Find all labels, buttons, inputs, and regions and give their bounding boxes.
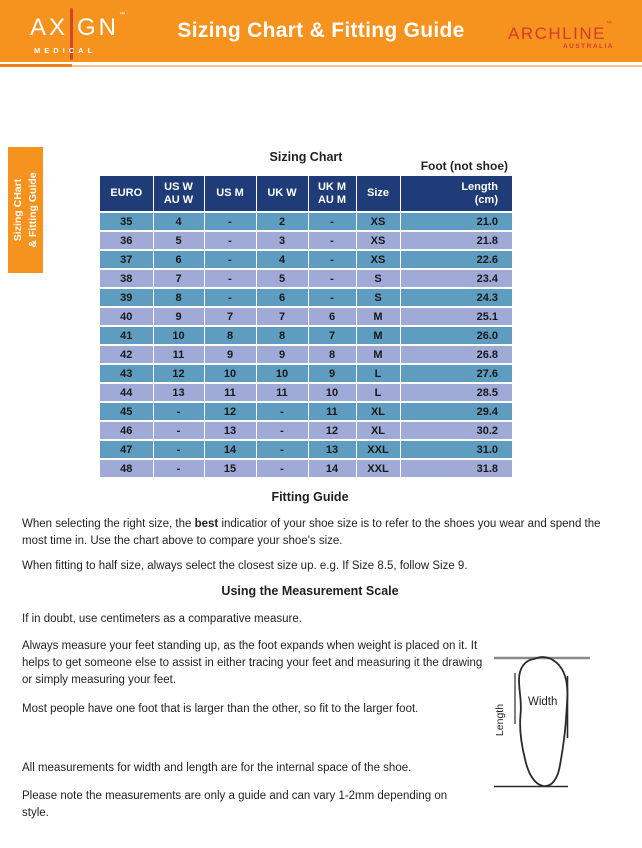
table-cell: - xyxy=(308,250,356,269)
archline-australia-label: AUSTRALIA xyxy=(562,43,614,50)
table-cell: 4 xyxy=(256,250,308,269)
table-cell: 31.0 xyxy=(400,440,512,459)
table-cell: 24.3 xyxy=(400,288,512,307)
table-row xyxy=(100,326,512,345)
table-cell: 8 xyxy=(256,326,308,345)
table-cell: 6 xyxy=(308,307,356,326)
table-cell: M xyxy=(356,326,400,345)
foot-not-shoe-label: Foot (not shoe) xyxy=(420,159,508,173)
table-cell: - xyxy=(256,421,308,440)
table-cell: 45 xyxy=(100,402,153,421)
table-cell: 9 xyxy=(204,345,256,364)
table-cell: 10 xyxy=(204,364,256,383)
table-cell: - xyxy=(204,288,256,307)
table-cell: 37 xyxy=(100,250,153,269)
table-cell: S xyxy=(356,288,400,307)
axign-wordmark: AX GN™ xyxy=(30,12,129,41)
table-cell: 8 xyxy=(204,326,256,345)
table-row xyxy=(100,440,512,459)
table-cell: 8 xyxy=(153,288,204,307)
table-cell: 14 xyxy=(204,440,256,459)
table-cell: - xyxy=(153,421,204,440)
table-row xyxy=(100,364,512,383)
table-cell: XL xyxy=(356,402,400,421)
table-cell: 13 xyxy=(204,421,256,440)
table-row xyxy=(100,269,512,288)
table-cell: 14 xyxy=(308,459,356,478)
table-cell: 46 xyxy=(100,421,153,440)
table-cell: - xyxy=(308,288,356,307)
table-cell: 13 xyxy=(308,440,356,459)
side-tab-line1: Sizing CHart xyxy=(12,178,24,242)
table-cell: 36 xyxy=(100,231,153,250)
table-cell: 9 xyxy=(256,345,308,364)
table-cell: 11 xyxy=(308,402,356,421)
table-cell: - xyxy=(256,402,308,421)
side-tab-line2: & Fitting Guide xyxy=(27,172,39,248)
fitting-guide-paragraph-2: When fitting to half size, always select the closest size up. e.g. If Size 8.5, follow Size 9. xyxy=(22,560,468,572)
table-header-row xyxy=(100,176,512,212)
table-cell: 26.8 xyxy=(400,345,512,364)
table-cell: 12 xyxy=(153,364,204,383)
table-cell: 25.1 xyxy=(400,307,512,326)
table-cell: 41 xyxy=(100,326,153,345)
table-cell: 42 xyxy=(100,345,153,364)
table-cell: 7 xyxy=(256,307,308,326)
table-row xyxy=(100,288,512,307)
measurement-paragraph-2: Always measure your feet standing up, as the foot expands when weight is placed on it. It helps to get someone else to assist in either tracing your feet and measuring it the drawing or simply measuring your feet. xyxy=(22,640,483,686)
archline-logo xyxy=(508,21,628,50)
table-cell: 38 xyxy=(100,269,153,288)
table-cell: - xyxy=(153,459,204,478)
side-tab-sizing-chart xyxy=(8,147,43,273)
table-row xyxy=(100,345,512,364)
fitting-guide-paragraph-1: When selecting the right size, the best indicatior of your shoe size is to refer to the shoes you wear and spend the most time in. Use the chart above to compare your shoe's size. xyxy=(22,518,601,547)
table-cell: 22.6 xyxy=(400,250,512,269)
side-tab-label xyxy=(8,147,43,273)
table-cell: S xyxy=(356,269,400,288)
sizing-table-head xyxy=(100,176,512,212)
trademark-symbol: ™ xyxy=(605,21,612,27)
measurement-paragraph-5: Please note the measurements are only a guide and can vary 1-2mm depending on style. xyxy=(22,790,448,819)
table-cell: 10 xyxy=(256,364,308,383)
table-cell: 12 xyxy=(204,402,256,421)
table-header-cell: Length (cm) xyxy=(400,176,512,212)
table-cell: - xyxy=(204,269,256,288)
table-cell: 47 xyxy=(100,440,153,459)
sizing-chart-title: Sizing Chart xyxy=(269,150,343,164)
best-emphasis: best xyxy=(194,518,219,530)
table-header-cell: EURO xyxy=(100,176,153,212)
table-header-cell: US M xyxy=(204,176,256,212)
table-cell: 48 xyxy=(100,459,153,478)
table-cell: 7 xyxy=(204,307,256,326)
measurement-paragraph-4: All measurements for width and length are for the internal space of the shoe. xyxy=(22,762,412,774)
table-cell: 6 xyxy=(256,288,308,307)
table-cell: 15 xyxy=(204,459,256,478)
foot-measurement-diagram xyxy=(490,643,642,798)
table-row xyxy=(100,231,512,250)
table-cell: 12 xyxy=(308,421,356,440)
table-cell: 7 xyxy=(153,269,204,288)
table-cell: 11 xyxy=(153,345,204,364)
sizing-table xyxy=(100,176,512,479)
table-cell: L xyxy=(356,364,400,383)
table-cell: 28.5 xyxy=(400,383,512,402)
table-row xyxy=(100,307,512,326)
table-cell: 10 xyxy=(153,326,204,345)
table-cell: XL xyxy=(356,421,400,440)
table-cell: M xyxy=(356,307,400,326)
sizing-table-body xyxy=(100,212,512,478)
table-cell: 29.4 xyxy=(400,402,512,421)
table-cell: - xyxy=(204,250,256,269)
table-cell: XS xyxy=(356,231,400,250)
table-cell: 30.2 xyxy=(400,421,512,440)
table-row xyxy=(100,402,512,421)
table-cell: 10 xyxy=(308,383,356,402)
header-divider-dark xyxy=(0,64,72,67)
table-cell: - xyxy=(308,231,356,250)
table-cell: 31.8 xyxy=(400,459,512,478)
header-bar xyxy=(0,0,642,62)
table-header-cell: UK M AU M xyxy=(308,176,356,212)
table-cell: - xyxy=(204,231,256,250)
table-cell: 4 xyxy=(153,212,204,231)
fitting-guide-heading: Fitting Guide xyxy=(271,490,349,504)
length-label: Length xyxy=(494,703,506,737)
table-cell: 44 xyxy=(100,383,153,402)
table-cell: 21.8 xyxy=(400,231,512,250)
table-row xyxy=(100,421,512,440)
table-cell: - xyxy=(308,212,356,231)
table-cell: XXL xyxy=(356,440,400,459)
table-cell: XS xyxy=(356,250,400,269)
table-header-cell: UK W xyxy=(256,176,308,212)
table-row xyxy=(100,212,512,231)
table-cell: - xyxy=(204,212,256,231)
table-cell: 23.4 xyxy=(400,269,512,288)
table-cell: 3 xyxy=(256,231,308,250)
table-row xyxy=(100,383,512,402)
measurement-scale-heading: Using the Measurement Scale xyxy=(221,584,399,598)
table-cell: 13 xyxy=(153,383,204,402)
table-cell: 2 xyxy=(256,212,308,231)
table-cell: XS xyxy=(356,212,400,231)
table-cell: - xyxy=(256,440,308,459)
table-cell: - xyxy=(256,459,308,478)
table-cell: - xyxy=(153,440,204,459)
header-divider-light xyxy=(72,65,642,67)
table-cell: 21.0 xyxy=(400,212,512,231)
table-cell: 11 xyxy=(204,383,256,402)
foot-outline xyxy=(519,657,567,786)
table-cell: 26.0 xyxy=(400,326,512,345)
table-header-cell: US W AU W xyxy=(153,176,204,212)
table-cell: XXL xyxy=(356,459,400,478)
page-title: Sizing Chart & Fitting Guide xyxy=(177,19,465,42)
table-cell: 8 xyxy=(308,345,356,364)
measurement-paragraph-1: If in doubt, use centimeters as a comparative measure. xyxy=(22,613,302,625)
trademark-symbol: ™ xyxy=(119,12,129,18)
table-cell: 5 xyxy=(256,269,308,288)
axign-medical-label: MEDICAL xyxy=(34,46,97,55)
table-cell: 35 xyxy=(100,212,153,231)
table-cell: 7 xyxy=(308,326,356,345)
table-cell: - xyxy=(308,269,356,288)
table-cell: 27.6 xyxy=(400,364,512,383)
table-cell: - xyxy=(153,402,204,421)
measurement-paragraph-3: Most people have one foot that is larger than the other, so fit to the larger foot. xyxy=(22,703,419,715)
table-cell: 40 xyxy=(100,307,153,326)
width-label: Width xyxy=(528,696,558,708)
table-cell: 11 xyxy=(256,383,308,402)
table-cell: M xyxy=(356,345,400,364)
table-cell: 9 xyxy=(308,364,356,383)
table-cell: 9 xyxy=(153,307,204,326)
table-cell: 43 xyxy=(100,364,153,383)
table-row xyxy=(100,250,512,269)
table-row xyxy=(100,459,512,478)
archline-wordmark: ARCHLINE xyxy=(508,24,606,43)
table-cell: 39 xyxy=(100,288,153,307)
table-cell: 6 xyxy=(153,250,204,269)
table-cell: L xyxy=(356,383,400,402)
table-cell: 5 xyxy=(153,231,204,250)
table-header-cell: Size xyxy=(356,176,400,212)
